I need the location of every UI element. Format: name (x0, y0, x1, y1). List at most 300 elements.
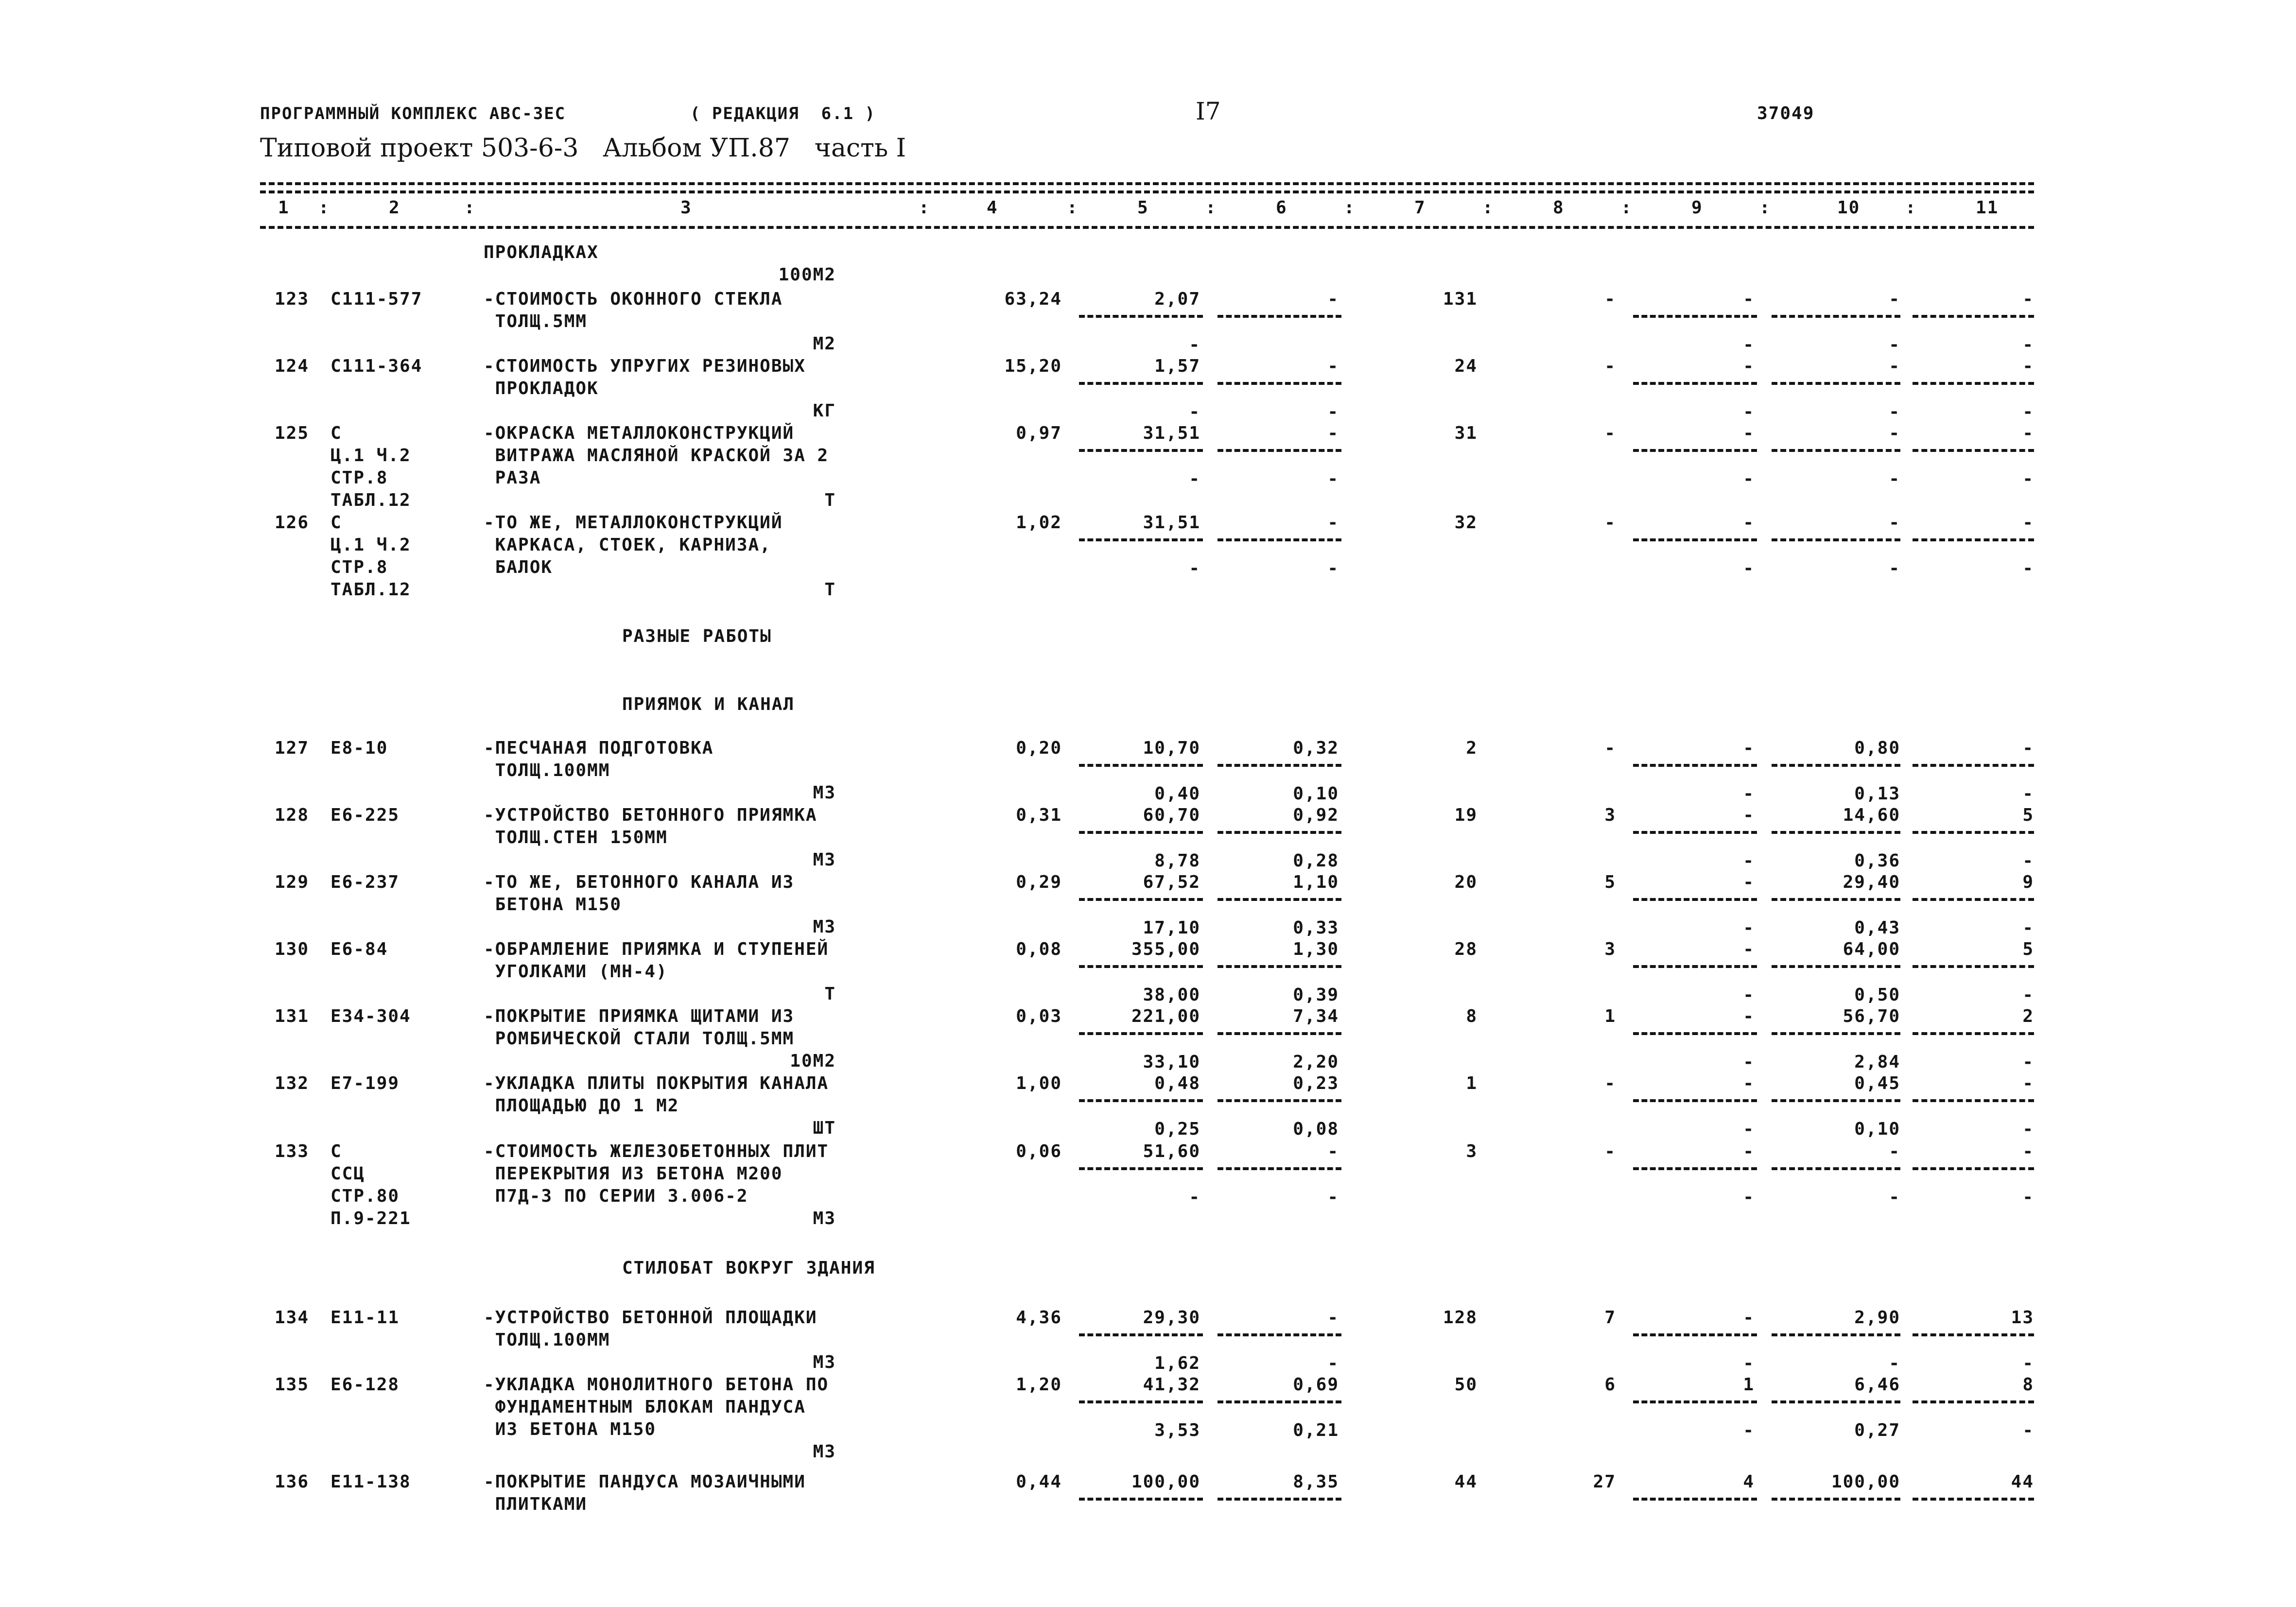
column-separator: : (1205, 198, 1217, 218)
cell-c11: 5 (2022, 805, 2034, 825)
cell-divider-c5 (1079, 831, 1203, 834)
section-title: ПРИЯМОК И КАНАЛ (622, 694, 795, 714)
cell-c5b: - (1189, 402, 1200, 422)
cell-c5b: 1,62 (1154, 1353, 1200, 1373)
cell-divider-c9 (1633, 1167, 1757, 1170)
cell-divider-c6 (1218, 898, 1341, 901)
column-separator: : (1344, 198, 1356, 218)
cell-c7: 1 (1466, 1073, 1478, 1093)
cell-c6: 0,23 (1293, 1073, 1339, 1093)
cell-c7: 31 (1454, 423, 1478, 443)
cell-divider-c10 (1772, 1032, 1900, 1035)
cell-c4: 1,20 (1016, 1375, 1062, 1395)
cell-divider-c10 (1772, 831, 1900, 834)
row-code: Е6-237 (330, 872, 400, 892)
cell-c11b: - (2022, 469, 2034, 489)
cell-c6: 0,92 (1293, 805, 1339, 825)
cell-c6: - (1327, 513, 1339, 533)
cell-c10: 29,40 (1843, 872, 1900, 892)
cell-c5: 355,00 (1131, 939, 1200, 959)
cell-c6b: - (1327, 469, 1339, 489)
cell-c8: - (1604, 1141, 1616, 1161)
cell-c6: 1,10 (1293, 872, 1339, 892)
row-description: ИЗ БЕТОНА М150 (484, 1419, 657, 1439)
row-unit: М3 (813, 1209, 836, 1228)
cell-c6: 0,32 (1293, 738, 1339, 758)
cell-divider-c6 (1218, 1167, 1341, 1170)
cell-c10: 14,60 (1843, 805, 1900, 825)
row-description: -ОБРАМЛЕНИЕ ПРИЯМКА И СТУПЕНЕЙ (484, 939, 829, 959)
cell-c10: 56,70 (1843, 1006, 1900, 1026)
cell-c5b: - (1189, 335, 1200, 355)
edition-label: ( РЕДАКЦИЯ 6.1 ) (690, 104, 876, 123)
cell-c6b: 0,33 (1293, 918, 1339, 938)
cell-c10: 2,90 (1854, 1308, 1900, 1328)
header-rule-bottom (260, 226, 2034, 229)
cell-c11b: - (2022, 784, 2034, 804)
column-header-7: 7 (1414, 198, 1426, 218)
column-header-10: 10 (1837, 198, 1861, 218)
cell-c9b: - (1743, 1420, 1755, 1440)
row-description: ВИТРАЖА МАСЛЯНОЙ КРАСКОЙ ЗА 2 (484, 446, 829, 466)
cell-c11: 13 (2011, 1308, 2034, 1328)
cell-c6b: 0,39 (1293, 985, 1339, 1005)
row-description: ПРОКЛАДКАХ (484, 242, 599, 262)
row-unit: 100М2 (778, 265, 836, 285)
row-description: ПЛОЩАДЬЮ ДО 1 М2 (484, 1096, 679, 1116)
cell-c11b: - (2022, 335, 2034, 355)
cell-c10b: 0,27 (1854, 1420, 1900, 1440)
cell-c10b: - (1889, 558, 1900, 578)
row-description: -СТОИМОСТЬ УПРУГИХ РЕЗИНОВЫХ (484, 356, 806, 376)
cell-c9: - (1743, 805, 1755, 825)
cell-c10: - (1889, 289, 1900, 309)
cell-c11: - (2022, 1141, 2034, 1161)
row-description: -УСТРОЙСТВО БЕТОННОЙ ПЛОЩАДКИ (484, 1308, 818, 1328)
cell-c9b: - (1743, 469, 1755, 489)
cell-c9b: - (1743, 1187, 1755, 1207)
row-description: ПРОКЛАДОК (484, 379, 599, 398)
cell-divider-c6 (1218, 315, 1341, 318)
cell-c6: 1,30 (1293, 939, 1339, 959)
cell-divider-c5 (1079, 898, 1203, 901)
cell-divider-c9 (1633, 1032, 1757, 1035)
cell-c7: 2 (1466, 738, 1478, 758)
row-code: С (330, 1141, 342, 1161)
cell-c8: - (1604, 738, 1616, 758)
cell-c7: 3 (1466, 1141, 1478, 1161)
row-code: ТАБЛ.12 (330, 490, 411, 510)
row-code: Е11-11 (330, 1308, 400, 1328)
cell-c11: 8 (2022, 1375, 2034, 1395)
row-unit: 10М2 (790, 1051, 836, 1071)
row-code: Е8-10 (330, 738, 388, 758)
cell-c10: 100,00 (1831, 1472, 1900, 1492)
cell-divider-c11 (1913, 1498, 2034, 1501)
cell-c4: 1,00 (1016, 1073, 1062, 1093)
row-number: 130 (275, 939, 310, 959)
cell-c5b: 17,10 (1143, 918, 1200, 938)
row-description: БАЛОК (484, 557, 553, 577)
cell-divider-c11 (1913, 1400, 2034, 1403)
cell-divider-c5 (1079, 1333, 1203, 1336)
cell-c8: 6 (1604, 1375, 1616, 1395)
cell-c4: 0,44 (1016, 1472, 1062, 1492)
cell-c11: 9 (2022, 872, 2034, 892)
cell-divider-c5 (1079, 1400, 1203, 1403)
cell-divider-c5 (1079, 1167, 1203, 1170)
page-number: I7 (1196, 97, 1221, 125)
cell-c6b: - (1327, 1187, 1339, 1207)
cell-c7: 19 (1454, 805, 1478, 825)
cell-divider-c5 (1079, 965, 1203, 968)
cell-c8: 1 (1604, 1006, 1616, 1026)
cell-c9b: - (1743, 1353, 1755, 1373)
row-unit: Т (824, 490, 836, 510)
cell-divider-c10 (1772, 965, 1900, 968)
cell-c5: 10,70 (1143, 738, 1200, 758)
project-title: Типовой проект 503-6-3 Альбом УП.87 часть I (260, 134, 906, 163)
cell-c4: 0,03 (1016, 1006, 1062, 1026)
column-header-11: 11 (1976, 198, 1999, 218)
cell-c4: 0,06 (1016, 1141, 1062, 1161)
cell-divider-c9 (1633, 449, 1757, 452)
cell-c8: 27 (1593, 1472, 1616, 1492)
row-description: -УКЛАДКА МОНОЛИТНОГО БЕТОНА ПО (484, 1375, 829, 1395)
cell-divider-c11 (1913, 1032, 2034, 1035)
cell-c4: 0,31 (1016, 805, 1062, 825)
cell-c5: 67,52 (1143, 872, 1200, 892)
column-header-2: 2 (389, 198, 400, 218)
cell-c10b: - (1889, 469, 1900, 489)
cell-c10: - (1889, 356, 1900, 376)
row-description: КАРКАСА, СТОЕК, КАРНИЗА, (484, 535, 771, 555)
header-rule-mid (260, 190, 2034, 193)
cell-divider-c9 (1633, 764, 1757, 767)
column-header-5: 5 (1137, 198, 1149, 218)
cell-c5: 31,51 (1143, 513, 1200, 533)
cell-c7: 128 (1443, 1308, 1478, 1328)
row-code: СТР.8 (330, 468, 388, 488)
cell-divider-c10 (1772, 898, 1900, 901)
cell-c9b: - (1743, 1119, 1755, 1139)
cell-c11b: - (2022, 558, 2034, 578)
cell-c10b: - (1889, 402, 1900, 422)
cell-divider-c11 (1913, 538, 2034, 541)
cell-c4: 15,20 (1004, 356, 1062, 376)
section-title: РАЗНЫЕ РАБОТЫ (622, 626, 772, 646)
cell-c8: 5 (1604, 872, 1616, 892)
row-code: ТАБЛ.12 (330, 580, 411, 600)
cell-c6: 7,34 (1293, 1006, 1339, 1026)
row-number: 136 (275, 1472, 310, 1492)
column-header-3: 3 (680, 198, 692, 218)
row-number: 124 (275, 356, 310, 376)
cell-c6b: 0,08 (1293, 1119, 1339, 1139)
cell-divider-c9 (1633, 1400, 1757, 1403)
cell-c10: 64,00 (1843, 939, 1900, 959)
row-number: 129 (275, 872, 310, 892)
cell-divider-c5 (1079, 1032, 1203, 1035)
cell-divider-c9 (1633, 898, 1757, 901)
cell-divider-c10 (1772, 1333, 1900, 1336)
cell-c6: 8,35 (1293, 1472, 1339, 1492)
cell-c6b: 0,10 (1293, 784, 1339, 804)
cell-c5: 2,07 (1154, 289, 1200, 309)
row-code: С111-364 (330, 356, 423, 376)
row-description: ТОЛЩ.5ММ (484, 311, 588, 331)
cell-c5b: 0,40 (1154, 784, 1200, 804)
cell-divider-c5 (1079, 449, 1203, 452)
cell-c9b: - (1743, 558, 1755, 578)
column-header-6: 6 (1276, 198, 1287, 218)
cell-c11b: - (2022, 1353, 2034, 1373)
cell-c9b: - (1743, 335, 1755, 355)
row-description: ТОЛЩ.100ММ (484, 760, 610, 780)
column-separator: : (1482, 198, 1494, 218)
cell-c10b: 0,36 (1854, 851, 1900, 871)
cell-divider-c11 (1913, 831, 2034, 834)
cell-c7: 50 (1454, 1375, 1478, 1395)
cell-c11b: - (2022, 1052, 2034, 1072)
column-separator: : (919, 198, 930, 218)
cell-divider-c5 (1079, 538, 1203, 541)
cell-c8: - (1604, 423, 1616, 443)
cell-c11b: - (2022, 1187, 2034, 1207)
row-code: Е34-304 (330, 1006, 411, 1026)
column-separator: : (318, 198, 330, 218)
cell-divider-c10 (1772, 449, 1900, 452)
cell-divider-c6 (1218, 1333, 1341, 1336)
row-unit: М3 (813, 1442, 836, 1462)
cell-c10b: 2,84 (1854, 1052, 1900, 1072)
cell-divider-c6 (1218, 764, 1341, 767)
row-unit: Т (824, 580, 836, 600)
row-description: ПЛИТКАМИ (484, 1494, 588, 1514)
row-description: ТОЛЩ.СТЕН 150ММ (484, 828, 668, 847)
program-title: ПРОГРАММНЫЙ КОМПЛЕКС АВС-ЗЕС (260, 104, 566, 123)
cell-c9: 4 (1743, 1472, 1755, 1492)
header-rule-top (260, 182, 2034, 185)
cell-c10b: 0,50 (1854, 985, 1900, 1005)
cell-c5: 29,30 (1143, 1308, 1200, 1328)
cell-c10b: - (1889, 1353, 1900, 1373)
cell-divider-c9 (1633, 831, 1757, 834)
cell-c9b: - (1743, 851, 1755, 871)
cell-divider-c6 (1218, 1032, 1341, 1035)
row-number: 127 (275, 738, 310, 758)
cell-divider-c10 (1772, 764, 1900, 767)
cell-divider-c9 (1633, 315, 1757, 318)
row-code: Е7-199 (330, 1073, 400, 1093)
row-unit: М3 (813, 1352, 836, 1372)
cell-c10b: - (1889, 335, 1900, 355)
cell-c5: 0,48 (1154, 1073, 1200, 1093)
row-description: РАЗА (484, 468, 541, 488)
cell-c11b: - (2022, 985, 2034, 1005)
cell-c11b: - (2022, 1420, 2034, 1440)
row-description: -ПОКРЫТИЕ ПРИЯМКА ЩИТАМИ ИЗ (484, 1006, 795, 1026)
cell-c9b: - (1743, 1052, 1755, 1072)
cell-c6: - (1327, 356, 1339, 376)
row-number: 128 (275, 805, 310, 825)
cell-c9: - (1743, 423, 1755, 443)
cell-c11: 2 (2022, 1006, 2034, 1026)
cell-c4: 1,02 (1016, 513, 1062, 533)
cell-divider-c11 (1913, 382, 2034, 385)
row-description: ПЕРЕКРЫТИЯ ИЗ БЕТОНА М200 (484, 1164, 783, 1184)
cell-divider-c9 (1633, 538, 1757, 541)
cell-c9: - (1743, 872, 1755, 892)
row-code: Е11-138 (330, 1472, 411, 1492)
row-description: П7Д-3 ПО СЕРИИ 3.006-2 (484, 1186, 748, 1206)
cell-c9: - (1743, 1141, 1755, 1161)
row-description: -СТОИМОСТЬ ЖЕЛЕЗОБЕТОННЫХ ПЛИТ (484, 1141, 829, 1161)
row-code: ССЦ (330, 1164, 365, 1184)
row-description: -УКЛАДКА ПЛИТЫ ПОКРЫТИЯ КАНАЛА (484, 1073, 829, 1093)
row-unit: М3 (813, 783, 836, 803)
cell-c10: 0,45 (1854, 1073, 1900, 1093)
cell-divider-c11 (1913, 965, 2034, 968)
column-header-8: 8 (1553, 198, 1565, 218)
cell-c10: - (1889, 423, 1900, 443)
cell-c6b: 0,28 (1293, 851, 1339, 871)
cell-c6: - (1327, 1308, 1339, 1328)
cell-c5b: 0,25 (1154, 1119, 1200, 1139)
cell-c5: 221,00 (1131, 1006, 1200, 1026)
cell-c10: 6,46 (1854, 1375, 1900, 1395)
row-description: -СТОИМОСТЬ ОКОННОГО СТЕКЛА (484, 289, 783, 309)
cell-c9: - (1743, 738, 1755, 758)
cell-c8: - (1604, 513, 1616, 533)
cell-divider-c9 (1633, 965, 1757, 968)
cell-divider-c6 (1218, 1400, 1341, 1403)
cell-c11: - (2022, 513, 2034, 533)
cell-divider-c11 (1913, 1333, 2034, 1336)
cell-c7: 32 (1454, 513, 1478, 533)
cell-c7: 28 (1454, 939, 1478, 959)
row-unit: Т (824, 984, 836, 1004)
row-number: 131 (275, 1006, 310, 1026)
cell-c9b: - (1743, 985, 1755, 1005)
cell-c5b: 38,00 (1143, 985, 1200, 1005)
row-code: Ц.1 Ч.2 (330, 446, 411, 466)
cell-c9: - (1743, 1308, 1755, 1328)
cell-divider-c10 (1772, 1167, 1900, 1170)
cell-divider-c9 (1633, 1333, 1757, 1336)
cell-c5: 100,00 (1131, 1472, 1200, 1492)
cell-c5: 60,70 (1143, 805, 1200, 825)
cell-c4: 0,29 (1016, 872, 1062, 892)
cell-divider-c11 (1913, 898, 2034, 901)
row-code: С (330, 513, 342, 533)
cell-divider-c6 (1218, 1498, 1341, 1501)
row-unit: М2 (813, 334, 836, 354)
cell-c4: 0,20 (1016, 738, 1062, 758)
cell-c8: - (1604, 356, 1616, 376)
row-code: Е6-225 (330, 805, 400, 825)
row-unit: М3 (813, 850, 836, 870)
row-description: -ТО ЖЕ, БЕТОННОГО КАНАЛА ИЗ (484, 872, 795, 892)
cell-c11: - (2022, 356, 2034, 376)
cell-c11b: - (2022, 918, 2034, 938)
cell-c5b: - (1189, 1187, 1200, 1207)
cell-c11: - (2022, 1073, 2034, 1093)
row-code: Е6-84 (330, 939, 388, 959)
row-code: Е6-128 (330, 1375, 400, 1395)
cell-c11: - (2022, 289, 2034, 309)
row-code: П.9-221 (330, 1209, 411, 1228)
cell-c6b: 2,20 (1293, 1052, 1339, 1072)
cell-c9b: - (1743, 784, 1755, 804)
cell-divider-c6 (1218, 831, 1341, 834)
column-header-9: 9 (1691, 198, 1703, 218)
cell-divider-c10 (1772, 382, 1900, 385)
cell-c4: 0,08 (1016, 939, 1062, 959)
column-separator: : (1621, 198, 1633, 218)
cell-divider-c11 (1913, 764, 2034, 767)
cell-c6: - (1327, 423, 1339, 443)
cell-divider-c10 (1772, 1099, 1900, 1102)
row-unit: КГ (813, 401, 836, 421)
cell-divider-c6 (1218, 965, 1341, 968)
column-separator: : (464, 198, 476, 218)
cell-c5: 51,60 (1143, 1141, 1200, 1161)
cell-c5: 1,57 (1154, 356, 1200, 376)
row-code: СТР.8 (330, 557, 388, 577)
cell-c11b: - (2022, 1119, 2034, 1139)
cell-divider-c5 (1079, 315, 1203, 318)
row-description: БЕТОНА М150 (484, 895, 622, 915)
column-separator: : (1905, 198, 1917, 218)
cell-c10: - (1889, 1141, 1900, 1161)
cell-c6b: 0,21 (1293, 1420, 1339, 1440)
cell-c7: 24 (1454, 356, 1478, 376)
cell-c8: 3 (1604, 939, 1616, 959)
cell-c5b: - (1189, 558, 1200, 578)
cell-c5b: - (1189, 469, 1200, 489)
row-code: С (330, 423, 342, 443)
cell-c11: - (2022, 423, 2034, 443)
cell-c11b: - (2022, 402, 2034, 422)
cell-divider-c10 (1772, 1400, 1900, 1403)
cell-divider-c6 (1218, 1099, 1341, 1102)
row-description: -ПОКРЫТИЕ ПАНДУСА МОЗАИЧНЫМИ (484, 1472, 806, 1492)
cell-c11b: - (2022, 851, 2034, 871)
cell-c6b: - (1327, 402, 1339, 422)
section-title: СТИЛОБАТ ВОКРУГ ЗДАНИЯ (622, 1258, 875, 1278)
cell-c7: 44 (1454, 1472, 1478, 1492)
row-description: УГОЛКАМИ (МН-4) (484, 962, 668, 982)
cell-divider-c5 (1079, 764, 1203, 767)
cell-c9: 1 (1743, 1375, 1755, 1395)
cell-c7: 8 (1466, 1006, 1478, 1026)
cell-c6b: - (1327, 1353, 1339, 1373)
row-number: 132 (275, 1073, 310, 1093)
cell-divider-c10 (1772, 1498, 1900, 1501)
row-number: 125 (275, 423, 310, 443)
cell-c8: 7 (1604, 1308, 1616, 1328)
cell-c9: - (1743, 513, 1755, 533)
row-number: 135 (275, 1375, 310, 1395)
cell-c11: 5 (2022, 939, 2034, 959)
cell-c6: - (1327, 289, 1339, 309)
cell-divider-c11 (1913, 449, 2034, 452)
column-header-1: 1 (278, 198, 290, 218)
cell-c10: - (1889, 513, 1900, 533)
row-code: Ц.1 Ч.2 (330, 535, 411, 555)
cell-divider-c6 (1218, 538, 1341, 541)
